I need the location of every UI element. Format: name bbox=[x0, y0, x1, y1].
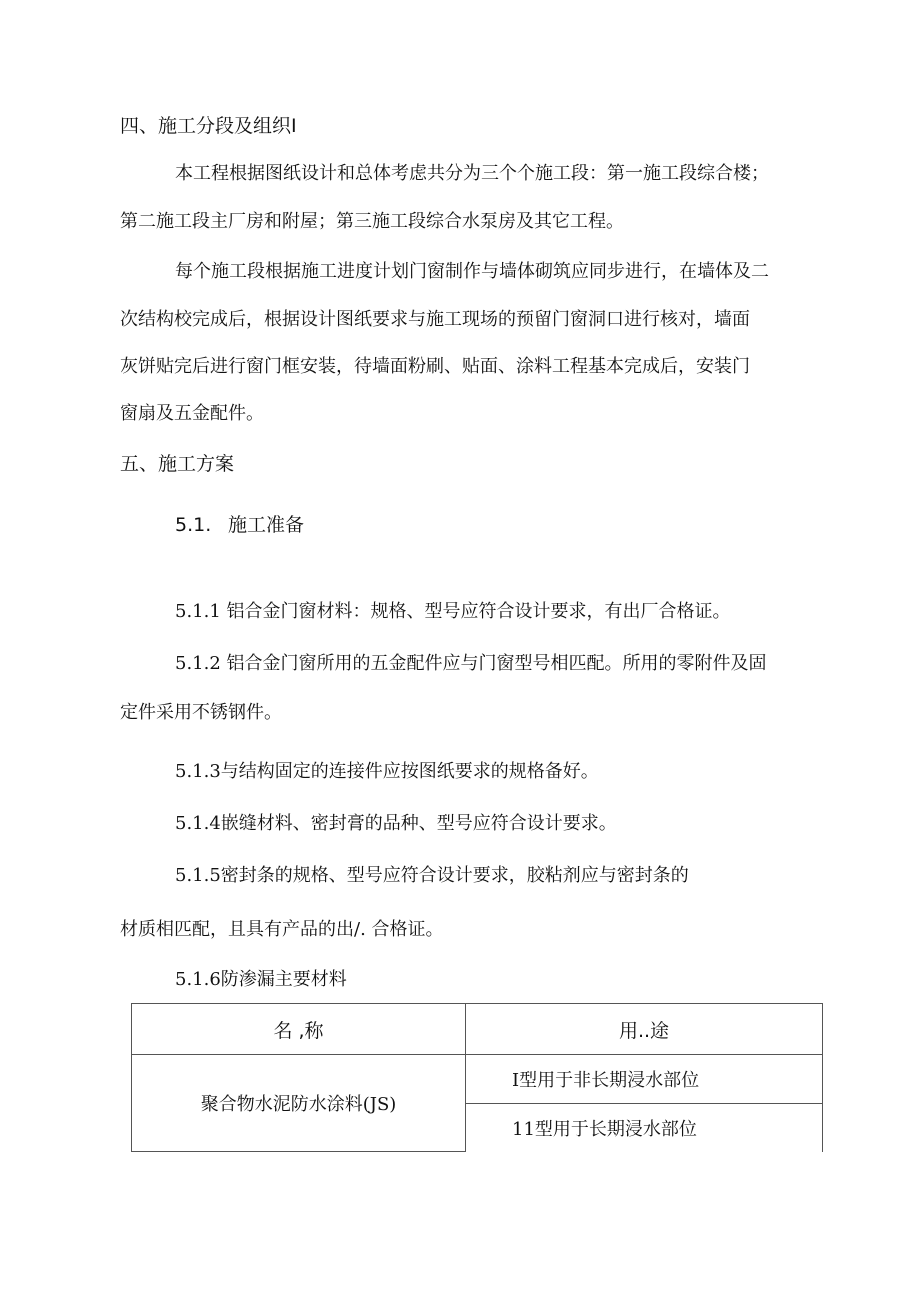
table-row bbox=[132, 1055, 823, 1104]
section5-heading: 五、施工方案 bbox=[120, 453, 235, 475]
section4-paragraph1-line1: 本工程根据图纸设计和总体考虑共分为三个个施工段：第一施工段综合楼； bbox=[175, 163, 769, 184]
item-5-1-5-line2: 材质相匹配，且具有产品的出/. 合格证。 bbox=[120, 919, 444, 940]
section4-paragraph2-line3: 灰饼贴完后进行窗门框安装，待墙面粉刷、贴面、涂料工程基本完成后，安装门 bbox=[120, 356, 750, 377]
section4-heading: 四、施工分段及组织I bbox=[120, 115, 297, 137]
materials-table bbox=[131, 1003, 823, 1152]
header-name-cell: 名 ,称 bbox=[132, 1004, 466, 1055]
item-5-1-3: 5.1.3与结构固定的连接件应按图纸要求的规格备好。 bbox=[175, 761, 599, 782]
section4-paragraph1-line2: 第二施工段主厂房和附屋；第三施工段综合水泵房及其它工程。 bbox=[120, 211, 624, 232]
item-5-1-6: 5.1.6防渗漏主要材料 bbox=[175, 969, 347, 990]
section4-paragraph2-line4: 窗扇及五金配件。 bbox=[120, 403, 264, 424]
section4-paragraph2-line1: 每个施工段根据施工进度计划门窗制作与墙体砌筑应同步进行，在墙体及二 bbox=[175, 261, 769, 282]
section4-paragraph2-line2: 次结构校完成后，根据设计图纸要求与施工现场的预留门窗洞口进行核对，墙面 bbox=[120, 309, 750, 330]
material-use-cell-2: 11型用于长期浸水部位 bbox=[466, 1103, 823, 1151]
subsection-number: 5.1. bbox=[175, 514, 212, 536]
header-use-cell: 用..途 bbox=[466, 1004, 823, 1055]
item-5-1-1: 5.1.1 铝合金门窗材料：规格、型号应符合设计要求，有出厂合格证。 bbox=[175, 601, 731, 622]
item-5-1-2-line1: 5.1.2 铝合金门窗所用的五金配件应与门窗型号相匹配。所用的零附件及固 bbox=[175, 653, 767, 674]
material-use-cell-1: I型用于非长期浸水部位 bbox=[466, 1055, 823, 1104]
subsection-title: 施工准备 bbox=[228, 514, 305, 536]
item-5-1-4: 5.1.4嵌缝材料、密封膏的品种、型号应符合设计要求。 bbox=[175, 813, 617, 834]
item-5-1-2-line2: 定件采用不锈钢件。 bbox=[120, 702, 282, 723]
table-header-row bbox=[132, 1004, 823, 1055]
material-name-cell: 聚合物水泥防水涂料(JS) bbox=[132, 1055, 466, 1152]
item-5-1-5-line1: 5.1.5密封条的规格、型号应符合设计要求，胶粘剂应与密封条的 bbox=[175, 865, 689, 886]
